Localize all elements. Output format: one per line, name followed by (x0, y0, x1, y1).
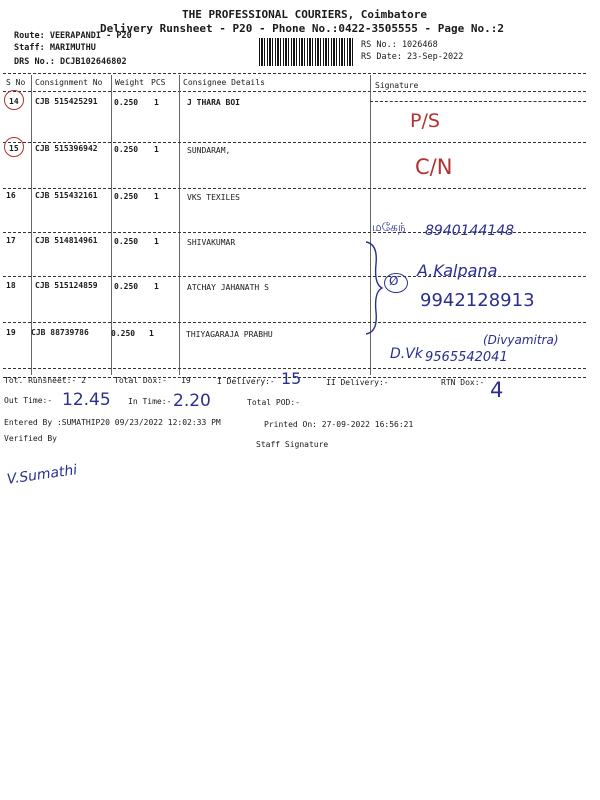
handwritten-initial-row18: Ø (389, 274, 399, 288)
row-rule (3, 188, 586, 189)
total-dox-value: 19 (181, 376, 191, 385)
row-consignment: CJB 515425291 (35, 97, 98, 106)
handwritten-sig-row15: C/N (415, 155, 453, 179)
row-consignment: CJB 515124859 (35, 281, 98, 290)
row-weight: 0.250 (114, 192, 139, 201)
row-consignment: CJB 515432161 (35, 191, 98, 200)
row-consignment: CJB 514814961 (35, 236, 98, 245)
row-consignee: J THARA BOI (187, 98, 240, 107)
rs-date: RS Date: 23-Sep-2022 (361, 52, 464, 62)
row-rule (370, 101, 586, 102)
handwritten-out-time: 12.45 (62, 390, 111, 410)
row-pcs: 1 (154, 145, 159, 154)
row-sno: 16 (6, 191, 16, 200)
sno-circle-mark (4, 90, 24, 110)
row-sno: 18 (6, 281, 16, 290)
handwritten-name-row19: (Divyamitra) (483, 333, 559, 347)
runsheet-title: Delivery Runsheet - P20 - Phone No.:0422-3505555 - Page No.:2 (100, 22, 504, 35)
col-weight: Weight (115, 78, 144, 87)
row-consignment: CJB 88739786 (31, 328, 89, 337)
handwritten-sig-row14: P/S (410, 110, 440, 132)
brace-mark (362, 240, 386, 336)
total-dox-label: Total Dox:- (114, 376, 167, 385)
handwritten-in-time: 2.20 (173, 391, 211, 411)
row-weight: 0.250 (114, 282, 139, 291)
tot-runsheet: Tot. Runsheet:- 2 (4, 376, 86, 385)
col-pcs: PCS (151, 78, 166, 87)
col-signature: Signature (375, 81, 419, 90)
row-weight: 0.250 (111, 329, 136, 338)
header-top-rule (3, 73, 586, 74)
header-bottom-rule (3, 91, 586, 92)
handwritten-phone-row19: 9565542041 (425, 350, 508, 365)
rs-number: RS No.: 1026468 (361, 40, 438, 50)
entered-by: Entered By :SUMATHIP20 09/23/2022 12:02:33 PM (4, 418, 221, 427)
row-consignee: VKS TEXILES (187, 193, 240, 202)
row-sno: 19 (6, 328, 16, 337)
row-consignee: ATCHAY JAHANATH S (187, 283, 269, 292)
handwritten-phone-row18: 9942128913 (420, 290, 535, 311)
printed-on: Printed On: 27-09-2022 16:56:21 (264, 420, 414, 429)
row-sno: 15 (9, 144, 19, 153)
staff-signature-label: Staff Signature (256, 440, 329, 449)
row-pcs: 1 (154, 192, 159, 201)
drs-number: DRS No.: DCJB102646802 (14, 57, 127, 67)
row-pcs: 1 (154, 237, 159, 246)
col-consignee: Consignee Details (183, 78, 265, 87)
staff-label: Staff: MARIMUTHU (14, 43, 96, 53)
barcode (259, 38, 353, 66)
row-pcs: 1 (149, 329, 154, 338)
row-consignee: SHIVAKUMAR (187, 238, 236, 247)
row-pcs: 1 (154, 282, 159, 291)
row-weight: 0.250 (114, 145, 139, 154)
row-sno: 14 (9, 97, 19, 106)
route-label: Route: VEERAPANDI - P20 (14, 31, 132, 41)
row-rule (3, 276, 586, 277)
row-weight: 0.250 (114, 98, 139, 107)
row-rule (3, 142, 586, 143)
handwritten-initial-row19: D.Vk (390, 346, 423, 362)
company-name: THE PROFESSIONAL COURIERS, Coimbatore (182, 8, 428, 21)
handwritten-name-row18: A.Kalpana (417, 261, 498, 280)
handwritten-name-row17: மகேந் (372, 220, 406, 234)
out-time-label: Out Time:- (4, 396, 53, 405)
col-consignment: Consignment No (35, 78, 103, 87)
row-consignee: SUNDARAM, (187, 146, 231, 155)
handwritten-rtn-dox: 4 (490, 378, 504, 402)
in-time-label: In Time:- (128, 397, 172, 406)
handwritten-i-delivery: 15 (281, 369, 302, 388)
handwritten-phone-row17: 8940144148 (425, 223, 515, 239)
handwritten-verified-signature: V.Sumathi (6, 462, 79, 488)
i-delivery-label: I Delivery:- (217, 377, 275, 386)
ii-delivery-label: II Delivery:- (326, 378, 389, 387)
row-pcs: 1 (154, 98, 159, 107)
verified-by-label: Verified By (4, 434, 57, 443)
row-consignment: CJB 515396942 (35, 144, 98, 153)
col-divider (179, 75, 180, 375)
col-sno: S No (6, 78, 26, 87)
row-consignee: THIYAGARAJA PRABHU (186, 330, 273, 339)
row-rule (3, 322, 586, 323)
total-pod-label: Total POD:- (247, 398, 300, 407)
sno-circle-mark (4, 137, 24, 157)
row-weight: 0.250 (114, 237, 139, 246)
row-sno: 17 (6, 236, 16, 245)
rtn-dox-label: RTN Dox:- (441, 378, 485, 387)
